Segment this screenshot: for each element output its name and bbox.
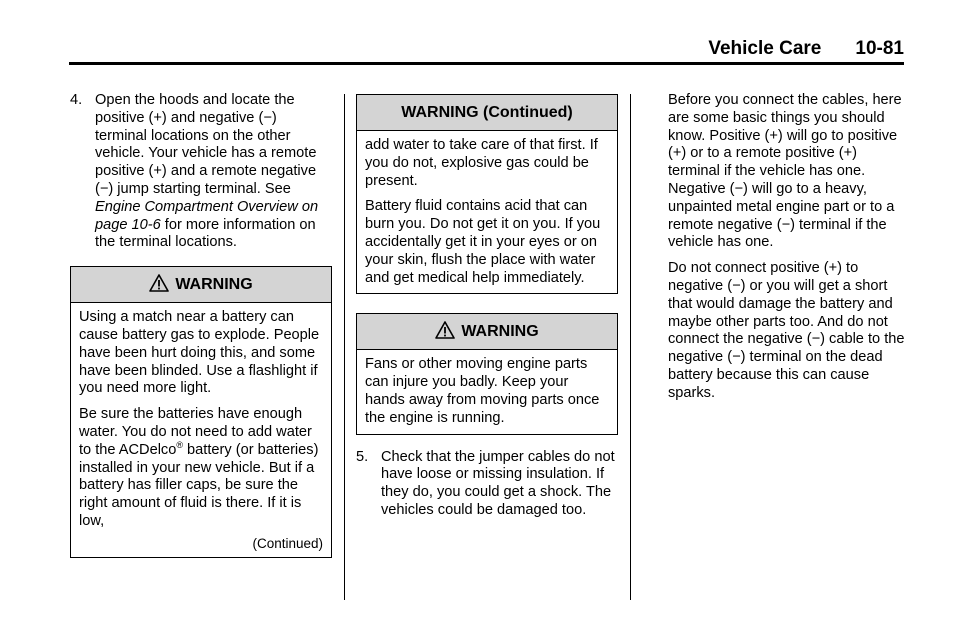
warning-continued-body [357, 131, 617, 293]
warning-paragraph: Using a match near a battery can cause battery gas to explode. People have been hurt doing this, and some have been blinded. Use a flashlight if you need more light. [79, 309, 320, 397]
section-title: Vehicle Care [708, 38, 822, 59]
registered-mark: ® [176, 439, 183, 450]
step-text-post: for more information on the terminal locations. [95, 216, 316, 251]
step-text: Check that the jumper cables do not have loose or missing insulation. If they do, you could get a shock. The vehicles could be damaged too. [381, 448, 615, 518]
step-4 [70, 92, 332, 252]
header-rule [69, 62, 904, 65]
warning-title: WARNING [461, 323, 539, 341]
warning-paragraph: Battery fluid contains acid that can burn you. Do not get it on you. If you accidentally get it in your eyes or on your skin, flush the place with water and get medical help immediately. [365, 198, 601, 286]
warning-paragraph [79, 406, 323, 531]
warning-paragraph: add water to take care of that first. If you do not, explosive gas could be present. [365, 137, 598, 189]
warning-triangle-icon [149, 274, 169, 292]
warning-body [71, 303, 331, 556]
step-text-pre: Open the hoods and locate the positive (+) and negative (−) terminal locations on the other vehicle. Your vehicle has a remote positive (+) and a remote negative (−) jump starting terminal. See [95, 92, 317, 197]
warning-text-post: battery (or batteries) installed in your new vehicle. But if a battery has filler caps, be sure the right amount of fluid is there. If it is low, [79, 441, 319, 529]
column-3 [668, 92, 908, 411]
warning-box-2 [356, 313, 618, 434]
page-header [708, 38, 904, 60]
warning-continued-box [356, 94, 618, 294]
column-divider-2 [630, 94, 631, 600]
page-number: 10-81 [855, 38, 904, 59]
column-divider-1 [344, 94, 345, 600]
step-5 [356, 449, 618, 520]
warning-body [357, 350, 617, 433]
step-number: 5. [356, 448, 369, 465]
column-1 [70, 92, 332, 558]
body-paragraph: Do not connect positive (+) to negative (−) or you will get a short that would damage the battery and maybe other parts too. And do not connect the negative (−) cable to the negative (−) terminal on the dead battery because this can cause sparks. [668, 260, 905, 401]
body-paragraph: Before you connect the cables, here are some basic things you should know. Positive (+) will go to positive (+) or to a remote positive (+) terminal if the vehicle has one. Negative (−) will go to a heavy, unpainted metal engine part or to a remote negative (−) terminal if the vehicle has one. [668, 92, 902, 251]
step-text [95, 92, 332, 252]
warning-text-pre: Be sure the batteries have enough water. You do not need to add water to the ACDelco [79, 406, 312, 458]
warning-paragraph: Fans or other moving engine parts can injure you badly. Keep your hands away from moving parts once the engine is running. [365, 356, 600, 426]
continued-label: (Continued) [252, 535, 323, 551]
cross-reference-link[interactable]: Engine Compartment Overview on page 10-6 [95, 198, 319, 233]
warning-header [71, 267, 331, 303]
step-number: 4. [70, 92, 83, 108]
warning-continued-header: WARNING (Continued) [357, 95, 617, 131]
warning-header [357, 314, 617, 350]
warning-triangle-icon [435, 321, 455, 339]
column-2 [356, 94, 618, 520]
warning-box [70, 266, 332, 557]
warning-title: WARNING [175, 276, 253, 294]
